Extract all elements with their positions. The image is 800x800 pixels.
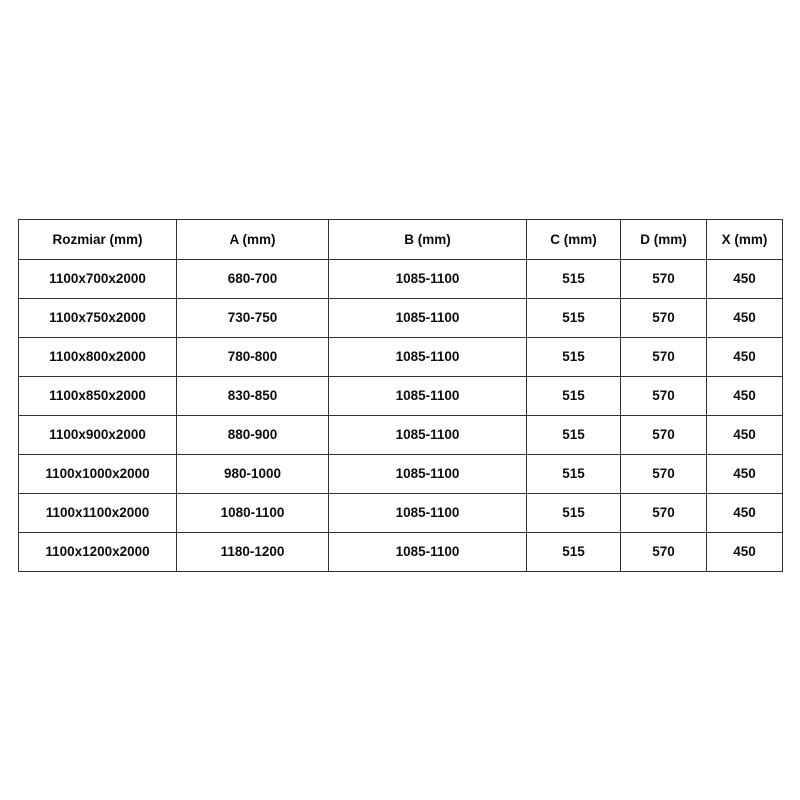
cell-x: 450 [707, 533, 783, 572]
cell-c: 515 [527, 338, 621, 377]
cell-b: 1085-1100 [329, 377, 527, 416]
table-header [19, 220, 783, 260]
cell-c: 515 [527, 260, 621, 299]
cell-a: 780-800 [177, 338, 329, 377]
cell-d: 570 [621, 416, 707, 455]
column-header-a: A (mm) [177, 220, 329, 260]
cell-x: 450 [707, 338, 783, 377]
table-row [19, 260, 783, 299]
cell-a: 980-1000 [177, 455, 329, 494]
cell-x: 450 [707, 377, 783, 416]
cell-x: 450 [707, 416, 783, 455]
cell-b: 1085-1100 [329, 338, 527, 377]
cell-b: 1085-1100 [329, 494, 527, 533]
cell-c: 515 [527, 377, 621, 416]
column-header-rozmiar: Rozmiar (mm) [19, 220, 177, 260]
cell-rozmiar: 1100x750x2000 [19, 299, 177, 338]
cell-d: 570 [621, 533, 707, 572]
cell-rozmiar: 1100x900x2000 [19, 416, 177, 455]
cell-d: 570 [621, 299, 707, 338]
cell-a: 730-750 [177, 299, 329, 338]
cell-rozmiar: 1100x1100x2000 [19, 494, 177, 533]
cell-c: 515 [527, 416, 621, 455]
cell-x: 450 [707, 299, 783, 338]
table-row [19, 455, 783, 494]
table-row [19, 494, 783, 533]
column-header-d: D (mm) [621, 220, 707, 260]
size-table [18, 219, 783, 572]
table-row [19, 377, 783, 416]
cell-d: 570 [621, 377, 707, 416]
cell-b: 1085-1100 [329, 455, 527, 494]
column-header-b: B (mm) [329, 220, 527, 260]
cell-a: 680-700 [177, 260, 329, 299]
cell-b: 1085-1100 [329, 299, 527, 338]
table-row [19, 338, 783, 377]
column-header-x: X (mm) [707, 220, 783, 260]
cell-rozmiar: 1100x1200x2000 [19, 533, 177, 572]
cell-b: 1085-1100 [329, 416, 527, 455]
table-row [19, 299, 783, 338]
cell-x: 450 [707, 455, 783, 494]
table-body [19, 260, 783, 572]
table-row [19, 533, 783, 572]
column-header-c: C (mm) [527, 220, 621, 260]
cell-rozmiar: 1100x700x2000 [19, 260, 177, 299]
cell-d: 570 [621, 260, 707, 299]
cell-rozmiar: 1100x800x2000 [19, 338, 177, 377]
cell-c: 515 [527, 494, 621, 533]
cell-a: 830-850 [177, 377, 329, 416]
cell-d: 570 [621, 338, 707, 377]
table-row [19, 416, 783, 455]
cell-x: 450 [707, 260, 783, 299]
cell-x: 450 [707, 494, 783, 533]
cell-a: 880-900 [177, 416, 329, 455]
cell-rozmiar: 1100x1000x2000 [19, 455, 177, 494]
cell-a: 1180-1200 [177, 533, 329, 572]
cell-c: 515 [527, 533, 621, 572]
cell-rozmiar: 1100x850x2000 [19, 377, 177, 416]
cell-b: 1085-1100 [329, 260, 527, 299]
cell-b: 1085-1100 [329, 533, 527, 572]
size-table-container [18, 219, 782, 572]
cell-c: 515 [527, 455, 621, 494]
cell-a: 1080-1100 [177, 494, 329, 533]
cell-c: 515 [527, 299, 621, 338]
cell-d: 570 [621, 455, 707, 494]
table-header-row [19, 220, 783, 260]
cell-d: 570 [621, 494, 707, 533]
